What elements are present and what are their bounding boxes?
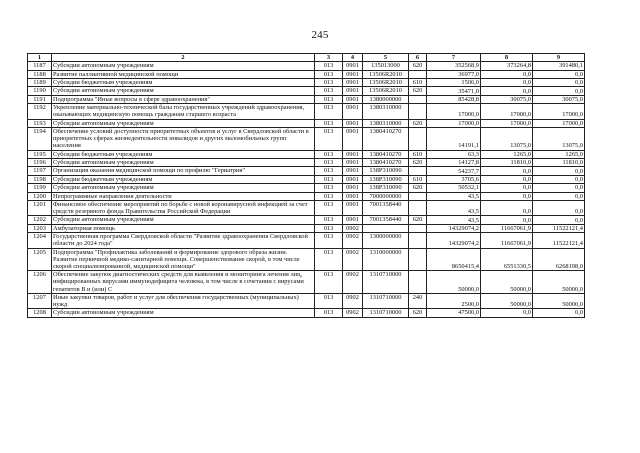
table-cell-n: 1195: [28, 150, 52, 158]
table-cell-c5: 138P310090: [363, 184, 409, 192]
table-cell-c3: 013: [315, 248, 343, 271]
table-cell-c3: 013: [315, 293, 343, 308]
table-cell-c5: 7001358440: [363, 200, 409, 215]
table-cell-c8: 17000,0: [481, 104, 533, 119]
table-cell-c7: 36977,0: [427, 70, 481, 78]
table-cell-c3: 013: [315, 184, 343, 192]
column-header: 6: [409, 54, 427, 62]
table-cell-c8: 0,0: [481, 78, 533, 86]
column-header: 8: [481, 54, 533, 62]
table-cell-c3: 013: [315, 150, 343, 158]
table-cell-name: Амбулаторная помощь: [52, 224, 315, 232]
table-cell-c4: 0902: [343, 293, 363, 308]
table-cell-c4: 0902: [343, 248, 363, 271]
table-cell-c4: 0901: [343, 78, 363, 86]
table-cell-c7: 43,5: [427, 216, 481, 224]
table-cell-c8: 13075,0: [481, 127, 533, 150]
table-cell-n: 1205: [28, 248, 52, 271]
table-cell-c8: 17000,0: [481, 119, 533, 127]
table-cell-name: Организация оказания медицинской помощи по профилю "Гериатрия": [52, 167, 315, 175]
table-cell-name: Субсидии бюджетным учреждениям: [52, 175, 315, 183]
table-cell-c9: 0,0: [533, 70, 585, 78]
table-cell-c4: 0901: [343, 70, 363, 78]
table-cell-c8: 0,0: [481, 216, 533, 224]
table-cell-c9: 11522121,4: [533, 233, 585, 248]
table-cell-c8: 0,0: [481, 175, 533, 183]
column-header: 3: [315, 54, 343, 62]
table-cell-c7: 43,5: [427, 200, 481, 215]
table-cell-c3: 013: [315, 62, 343, 70]
table-cell-c9: 0,0: [533, 87, 585, 95]
table-row: [28, 184, 585, 192]
table-cell-c7: 50000,0: [427, 271, 481, 294]
table-cell-c3: 013: [315, 192, 343, 200]
table-cell-c3: 013: [315, 119, 343, 127]
table-cell-name: Иные закупки товаров, работ и услуг для обеспечения государственных (муниципальных) нужд: [52, 293, 315, 308]
table-cell-n: 1200: [28, 192, 52, 200]
table-cell-c6: [409, 248, 427, 271]
table-cell-c7: 35471,0: [427, 87, 481, 95]
table-cell-n: 1199: [28, 184, 52, 192]
table-cell-c6: 620: [409, 184, 427, 192]
table-cell-c8: 0,0: [481, 70, 533, 78]
table-row: [28, 192, 585, 200]
table-cell-n: 1202: [28, 216, 52, 224]
table-row: [28, 104, 585, 119]
table-cell-c8: 30075,0: [481, 95, 533, 103]
table-cell-c7: 352568,9: [427, 62, 481, 70]
table-row: [28, 248, 585, 271]
table-cell-name: Субсидии автономным учреждениям: [52, 87, 315, 95]
table-cell-c6: 620: [409, 309, 427, 317]
table-cell-name: Обеспечение условий доступности приоритетных объектов и услуг в Свердловской области в приоритетных сферах жизнедеятельности инвалидов и других маломобильных групп населения: [52, 127, 315, 150]
table-row: [28, 216, 585, 224]
table-cell-c9: 17000,0: [533, 119, 585, 127]
table-cell-n: 1203: [28, 224, 52, 232]
table-row: [28, 271, 585, 294]
table-cell-c9: 11810,0: [533, 158, 585, 166]
table-cell-c6: 610: [409, 175, 427, 183]
table-cell-c5: 1380000000: [363, 95, 409, 103]
table-cell-c9: 0,0: [533, 200, 585, 215]
table-cell-c6: [409, 224, 427, 232]
table-cell-c6: 610: [409, 78, 427, 86]
table-cell-c5: 1310710000: [363, 271, 409, 294]
table-cell-c5: 13506R2010: [363, 87, 409, 95]
table-row: [28, 200, 585, 215]
table-cell-c5: 1300000000: [363, 233, 409, 248]
table-row: [28, 309, 585, 317]
table-cell-c5: 1310710000: [363, 293, 409, 308]
table-cell-c4: 0901: [343, 192, 363, 200]
table-cell-c9: 0,0: [533, 309, 585, 317]
column-header: 7: [427, 54, 481, 62]
table-cell-c7: 3705,6: [427, 175, 481, 183]
table-cell-c9: 0,0: [533, 184, 585, 192]
table-cell-c5: 7000000000: [363, 192, 409, 200]
table-cell-c9: 0,0: [533, 175, 585, 183]
table-cell-n: 1191: [28, 95, 52, 103]
table-cell-name: Субсидии автономным учреждениям: [52, 62, 315, 70]
table-cell-c8: 0,0: [481, 87, 533, 95]
table-cell-c7: 85428,8: [427, 95, 481, 103]
table-cell-c6: [409, 167, 427, 175]
table-cell-n: 1201: [28, 200, 52, 215]
table-row: [28, 224, 585, 232]
table-cell-c5: 1380310000: [363, 104, 409, 119]
table-cell-c3: 013: [315, 78, 343, 86]
table-cell-name: Непрограммные направления деятельности: [52, 192, 315, 200]
column-header: 1: [28, 54, 52, 62]
table-cell-c9: 6268198,0: [533, 248, 585, 271]
table-cell-c9: 13075,0: [533, 127, 585, 150]
table-cell-c3: 013: [315, 104, 343, 119]
table-row: [28, 158, 585, 166]
table-cell-n: 1206: [28, 271, 52, 294]
table-cell-c4: 0901: [343, 119, 363, 127]
table-cell-c9: 391480,1: [533, 62, 585, 70]
table-row: [28, 78, 585, 86]
table-cell-c5: 1380410270: [363, 127, 409, 150]
table-cell-c6: 620: [409, 119, 427, 127]
table-cell-c7: 2500,0: [427, 293, 481, 308]
table-cell-c8: 373264,8: [481, 62, 533, 70]
table-cell-name: Субсидии автономным учреждениям: [52, 158, 315, 166]
table-cell-c6: 610: [409, 150, 427, 158]
table-cell-c4: 0901: [343, 184, 363, 192]
table-cell-n: 1196: [28, 158, 52, 166]
table-cell-c6: [409, 192, 427, 200]
table-cell-name: Государственная программа Свердловской области "Развитие здравоохранения Свердловской области до 2024 года": [52, 233, 315, 248]
table-cell-c6: [409, 200, 427, 215]
table-cell-n: 1188: [28, 70, 52, 78]
table-row: [28, 95, 585, 103]
table-cell-c4: 0901: [343, 62, 363, 70]
table-row: [28, 62, 585, 70]
table-cell-c3: 013: [315, 70, 343, 78]
table-cell-c6: 620: [409, 87, 427, 95]
table-cell-c4: 0902: [343, 309, 363, 317]
table-row: [28, 150, 585, 158]
table-cell-c6: 620: [409, 158, 427, 166]
table-cell-n: 1208: [28, 309, 52, 317]
table-cell-name: Подпрограмма "Иные вопросы в сфере здравоохранения": [52, 95, 315, 103]
table-cell-c3: 013: [315, 167, 343, 175]
table-cell-c5: 13506R2010: [363, 70, 409, 78]
table-cell-c8: 6551330,5: [481, 248, 533, 271]
table-cell-c4: 0901: [343, 200, 363, 215]
table-cell-c4: 0902: [343, 233, 363, 248]
table-cell-c3: 013: [315, 127, 343, 150]
table-cell-c9: 50000,0: [533, 293, 585, 308]
table-cell-name: Субсидии бюджетным учреждениям: [52, 150, 315, 158]
table-cell-c6: [409, 271, 427, 294]
table-cell-c7: 14329074,2: [427, 224, 481, 232]
column-header: 4: [343, 54, 363, 62]
table-cell-c8: 11810,0: [481, 158, 533, 166]
table-cell-c4: 0901: [343, 87, 363, 95]
table-cell-n: 1190: [28, 87, 52, 95]
table-cell-name: Субсидии бюджетным учреждениям: [52, 78, 315, 86]
table-cell-c7: 17000,0: [427, 119, 481, 127]
table-cell-name: Субсидии автономным учреждениям: [52, 309, 315, 317]
table-cell-c8: 1265,0: [481, 150, 533, 158]
table-cell-c3: 013: [315, 309, 343, 317]
table-cell-name: Обеспечение закупок диагностических средств для выявления и мониторинга лечения лиц, инфицированных вирусами иммунодефицита человека, в том числе в сочетании с вирусами гепатитов В и (или) С: [52, 271, 315, 294]
table-cell-c7: 8650415,4: [427, 248, 481, 271]
table-cell-c8: 0,0: [481, 200, 533, 215]
column-header: 9: [533, 54, 585, 62]
table-cell-c7: 14191,1: [427, 127, 481, 150]
table-cell-c3: 013: [315, 271, 343, 294]
table-cell-c8: 11667061,9: [481, 224, 533, 232]
table-row: [28, 70, 585, 78]
table-row: [28, 175, 585, 183]
table-cell-c4: 0901: [343, 158, 363, 166]
table-row: [28, 119, 585, 127]
table-cell-c5: 1380410270: [363, 158, 409, 166]
table-cell-c8: 50000,0: [481, 271, 533, 294]
table-cell-name: Подпрограмма "Профилактика заболеваний и формирование здорового образа жизни. Развитие первичной медико-санитарной помощи. Совершенствование скорой, в том числе скорой специализированной, медицинской помощи": [52, 248, 315, 271]
table-cell-c7: 43,5: [427, 192, 481, 200]
table-cell-c9: 50000,0: [533, 271, 585, 294]
table-cell-c5: 1310000000: [363, 248, 409, 271]
table-cell-c3: 013: [315, 175, 343, 183]
table-cell-c4: 0901: [343, 150, 363, 158]
table-cell-c8: 0,0: [481, 192, 533, 200]
table-cell-c9: 1265,0: [533, 150, 585, 158]
table-cell-c6: [409, 233, 427, 248]
table-cell-c8: 0,0: [481, 309, 533, 317]
column-header: 2: [52, 54, 315, 62]
table-cell-c7: 54237,7: [427, 167, 481, 175]
table-cell-c4: 0901: [343, 95, 363, 103]
table-cell-name: Субсидии автономным учреждениям: [52, 184, 315, 192]
page-number: 245: [311, 29, 329, 41]
table-header-row: [28, 54, 585, 62]
table-cell-c4: 0901: [343, 167, 363, 175]
table-cell-c3: 013: [315, 87, 343, 95]
table-row: [28, 127, 585, 150]
table-cell-c3: 013: [315, 95, 343, 103]
table-cell-c5: 1380310000: [363, 119, 409, 127]
table-cell-c7: 14127,8: [427, 158, 481, 166]
table-cell-c8: 11667061,9: [481, 233, 533, 248]
budget-table: [27, 53, 585, 318]
table-cell-name: Укрепление материально-технической базы государственных учреждений здравоохранения, оказывающих медицинскую помощь гражданам старшего возраста: [52, 104, 315, 119]
table-cell-c7: 50532,1: [427, 184, 481, 192]
table-cell-name: Субсидии автономным учреждениям: [52, 216, 315, 224]
table-cell-n: 1204: [28, 233, 52, 248]
table-cell-c4: 0901: [343, 127, 363, 150]
table-row: [28, 293, 585, 308]
table-cell-c5: 1380410270: [363, 150, 409, 158]
table-cell-c3: 013: [315, 200, 343, 215]
table-cell-c9: 0,0: [533, 167, 585, 175]
table-cell-c5: 138P310090: [363, 167, 409, 175]
table-cell-c5: 7001358440: [363, 216, 409, 224]
table-cell-c5: 138P310090: [363, 175, 409, 183]
table-row: [28, 167, 585, 175]
table-cell-c4: 0901: [343, 175, 363, 183]
table-cell-c3: 013: [315, 216, 343, 224]
table-cell-name: Развитие паллиативной медицинской помощи: [52, 70, 315, 78]
table-cell-c4: 0901: [343, 216, 363, 224]
table-cell-c9: 30075,0: [533, 95, 585, 103]
table-cell-n: 1198: [28, 175, 52, 183]
table-cell-c6: 240: [409, 293, 427, 308]
table-cell-c3: 013: [315, 233, 343, 248]
table-cell-c7: 63,3: [427, 150, 481, 158]
table-cell-c3: 013: [315, 158, 343, 166]
table-cell-c6: 620: [409, 62, 427, 70]
table-row: [28, 87, 585, 95]
table-cell-c3: 013: [315, 224, 343, 232]
table-cell-c5: [363, 224, 409, 232]
table-cell-c4: 0901: [343, 104, 363, 119]
table-cell-name: Субсидии автономным учреждениям: [52, 119, 315, 127]
table-cell-c5: 13506R2010: [363, 78, 409, 86]
table-cell-c6: [409, 95, 427, 103]
table-cell-n: 1207: [28, 293, 52, 308]
table-cell-c6: 620: [409, 216, 427, 224]
column-header: 5: [363, 54, 409, 62]
table-cell-n: 1192: [28, 104, 52, 119]
table-cell-c9: 11522121,4: [533, 224, 585, 232]
table-cell-n: 1194: [28, 127, 52, 150]
table-cell-c8: 0,0: [481, 184, 533, 192]
table-cell-c7: 47500,0: [427, 309, 481, 317]
table-cell-c6: [409, 70, 427, 78]
table-cell-c9: 17000,0: [533, 104, 585, 119]
table-cell-c5: 135013000: [363, 62, 409, 70]
table-cell-c6: [409, 127, 427, 150]
table-cell-c4: 0902: [343, 271, 363, 294]
table-cell-c4: 0902: [343, 224, 363, 232]
table-cell-c8: 0,0: [481, 167, 533, 175]
table-cell-c7: 1506,0: [427, 78, 481, 86]
table-row: [28, 233, 585, 248]
table-cell-n: 1189: [28, 78, 52, 86]
table-cell-c7: 14329074,2: [427, 233, 481, 248]
table-cell-n: 1193: [28, 119, 52, 127]
table-cell-c7: 17000,0: [427, 104, 481, 119]
table-cell-c9: 0,0: [533, 78, 585, 86]
table-cell-n: 1187: [28, 62, 52, 70]
table-cell-c5: 1310710000: [363, 309, 409, 317]
table-cell-n: 1197: [28, 167, 52, 175]
table-cell-c6: [409, 104, 427, 119]
table-cell-name: Финансовое обеспечение мероприятий по борьбе с новой коронавирусной инфекцией за счет средств резервного фонда Правительства Российской Федерации: [52, 200, 315, 215]
table-cell-c8: 50000,0: [481, 293, 533, 308]
table-cell-c9: 0,0: [533, 192, 585, 200]
table-cell-c9: 0,0: [533, 216, 585, 224]
